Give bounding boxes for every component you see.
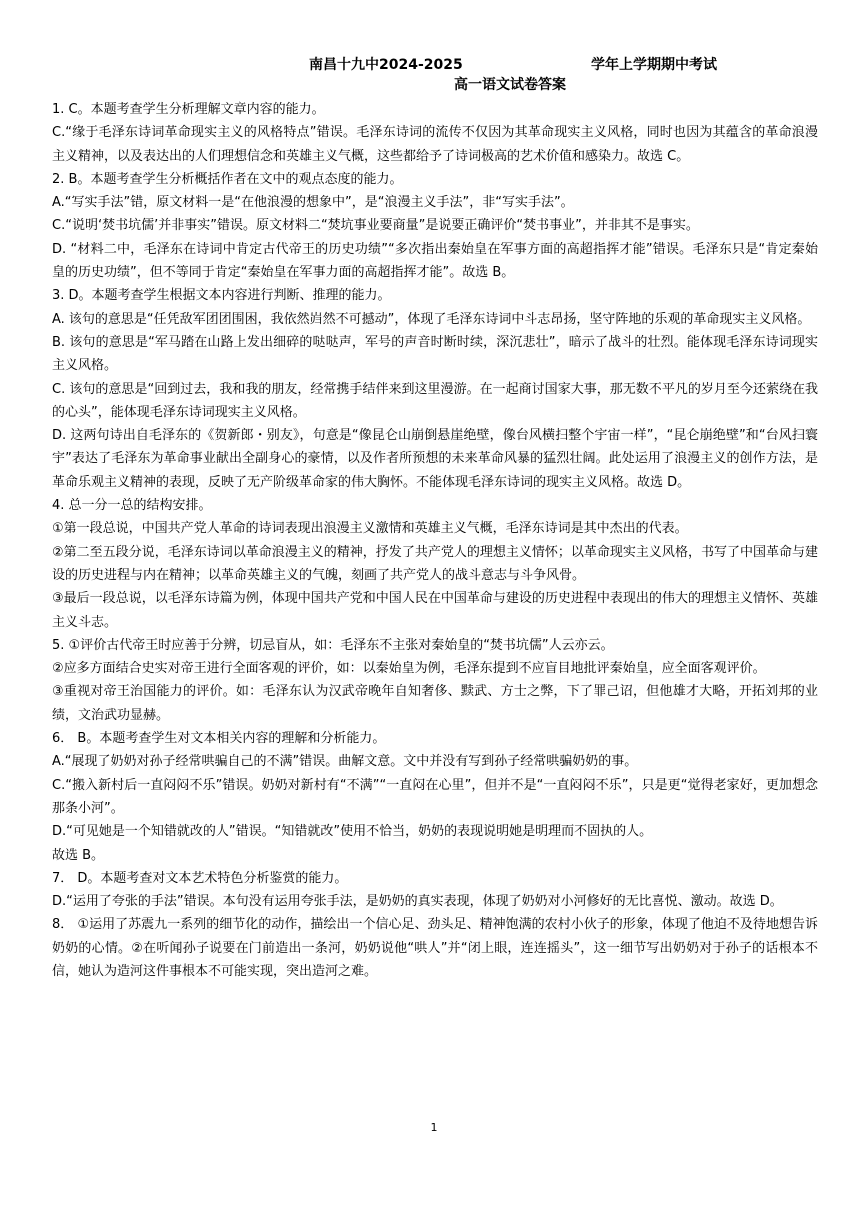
answer-paragraph: A.“展现了奶奶对孙子经常哄骗自己的不满”错误。曲解文意。文中并没有写到孙子经常哄骗奶奶的事。 — [52, 754, 638, 770]
answer-paragraph: 7． D。本题考查对文本艺术特色分析鉴赏的能力。 — [52, 870, 348, 886]
answer-paragraph: D.“运用了夸张的手法”错误。本句没有运用夸张手法，是奶奶的真实表现，体现了奶奶对小河修好的无比喜悦、激动。故选 D。 — [52, 894, 783, 910]
answer-paragraph: 4. 总一分一总的结构安排。 — [52, 498, 212, 514]
answer-paragraph: D.“可见她是一个知错就改的人”错误。“知错就改”使用不恰当，奶奶的表现说明她是明理而不固执的人。 — [52, 824, 653, 840]
answer-paragraph: 6． B。本题考查学生对文本相关内容的理解和分析能力。 — [52, 731, 386, 747]
answer-paragraph: C.“说明‘焚书坑儒’并非事实”错误。原文材料二“焚坑事业要商量”是说要正确评价“焚书事业”，并非其不是事实。 — [52, 218, 699, 234]
answer-paragraph: ③最后一段总说，以毛泽东诗篇为例，体现中国共产党和中国人民在中国革命与建设的历史进程中表现出的伟大的理想主义情怀、英雄主义斗志。 — [52, 591, 818, 630]
title-school-year: 南昌十九中2024-2025 — [309, 57, 463, 73]
answer-paragraph: C.“搬入新村后一直闷闷不乐”错误。奶奶对新村有“不满”“一直闷在心里”，但并不是“一直闷闷不乐”，只是更“觉得老家好，更加想念那条小河”。 — [52, 777, 818, 816]
document-subtitle: 高一语文试卷答案 — [454, 77, 566, 93]
answer-paragraph: 2. B。本题考查学生分析概括作者在文中的观点态度的能力。 — [52, 171, 403, 187]
answer-paragraph: C.“缘于毛泽东诗词革命现实主义的风格特点”错误。毛泽东诗词的流传不仅因为其革命现实主义风格，同时也因为其蕴含的革命浪漫主义精神，以及表达出的人们理想信念和英雄主义气概，这些都给予了诗词极高的艺术价值和感染力。故选 C。 — [52, 125, 818, 164]
answer-paragraph: ②第二至五段分说，毛泽东诗词以革命浪漫主义的精神，抒发了共产党人的理想主义情怀；以革命现实主义风格，书写了中国革命与建设的历史进程与内在精神；以革命英雄主义的气魄，刻画了共产党人的战斗意志与斗争风骨。 — [52, 544, 818, 583]
title-exam-name: 学年上学期期中考试 — [591, 57, 717, 73]
answer-paragraph: 1. C。本题考查学生分析理解文章内容的能力。 — [52, 102, 325, 117]
answer-paragraph: ②应多方面结合史实对帝王进行全面客观的评价，如：以秦始皇为例，毛泽东提到不应盲目地批评秦始皇，应全面客观评价。 — [52, 661, 766, 677]
answer-paragraph: 8． ①运用了苏震九一系列的细节化的动作，描绘出一个信心足、劲头足、精神饱满的农村小伙子的形象，体现了他迫不及待地想告诉奶奶的心情。②在听闻孙子说要在门前造出一条河，奶奶说他“哄人”并“闭上眼，连连摇头”，这一细节写出奶奶对于孙子的话根本不信，她认为造河这件事根本不可能实现，突出造河之难。 — [52, 917, 818, 979]
answer-document — [52, 52, 818, 983]
answer-paragraph: ③重视对帝王治国能力的评价。如：毛泽东认为汉武帝晚年自知奢侈、黩武、方士之弊，下了罪己诏，但他雄才大略，开拓刘邦的业绩，文治武功显赫。 — [52, 684, 818, 723]
answer-paragraph: A. 该句的意思是“任凭敌军团团围困，我依然岿然不可撼动”，体现了毛泽东诗词中斗志昂扬，坚守阵地的乐观的革命现实主义风格。 — [52, 311, 811, 327]
answer-paragraph: D. 这两句诗出自毛泽东的《贺新郎・别友》，句意是“像昆仑山崩倒悬崖绝壁，像台风横扫整个宇宙一样”，“昆仑崩绝壁”和“台风扫寰宇”表达了毛泽东为革命事业献出全副身心的豪情，以及作者所预想的未来革命风暴的猛烈壮阔。此处运用了浪漫主义的创作方法，是革命乐观主义精神的表现，反映了无产阶级革命家的伟大胸怀。不能体现毛泽东诗词的现实主义风格。故选 D。 — [52, 428, 818, 490]
answer-body — [52, 98, 818, 983]
answer-paragraph: ①第一段总说，中国共产党人革命的诗词表现出浪漫主义激情和英雄主义气概，毛泽东诗词是其中杰出的代表。 — [52, 521, 688, 537]
answer-paragraph: 故选 B。 — [52, 847, 105, 863]
answer-paragraph: C. 该句的意思是“回到过去，我和我的朋友，经常携手结伴来到这里漫游。在一起商讨国家大事，那无数不平凡的岁月至今还萦绕在我的心头”，能体现毛泽东诗词现实主义风格。 — [52, 381, 818, 420]
answer-paragraph: 5. ①评价古代帝王时应善于分辨，切忌盲从，如：毛泽东不主张对秦始皇的“焚书坑儒”人云亦云。 — [52, 637, 614, 653]
document-title — [52, 52, 818, 74]
answer-paragraph: B. 该句的意思是“军马踏在山路上发出细碎的哒哒声，军号的声音时断时续，深沉悲壮”，暗示了战斗的壮烈。能体现毛泽东诗词现实主义风格。 — [52, 334, 818, 374]
answer-paragraph: 3. D。本题考查学生根据文本内容进行判断、推理的能力。 — [52, 288, 391, 304]
answer-paragraph: A.“写实手法”错，原文材料一是“在他浪漫的想象中”，是“浪漫主义手法”，非“写实手法”。 — [52, 195, 574, 211]
answer-paragraph: D. “材料二中，毛泽东在诗词中肯定古代帝王的历史功绩”“多次指出秦始皇在军事方面的高超指挥才能”错误。毛泽东只是“肯定秦始皇的历史功绩”，但不等同于肯定“秦始皇在军事力面的高超指挥才能”。故选 B。 — [52, 241, 818, 281]
page-number: 1 — [430, 1121, 438, 1134]
